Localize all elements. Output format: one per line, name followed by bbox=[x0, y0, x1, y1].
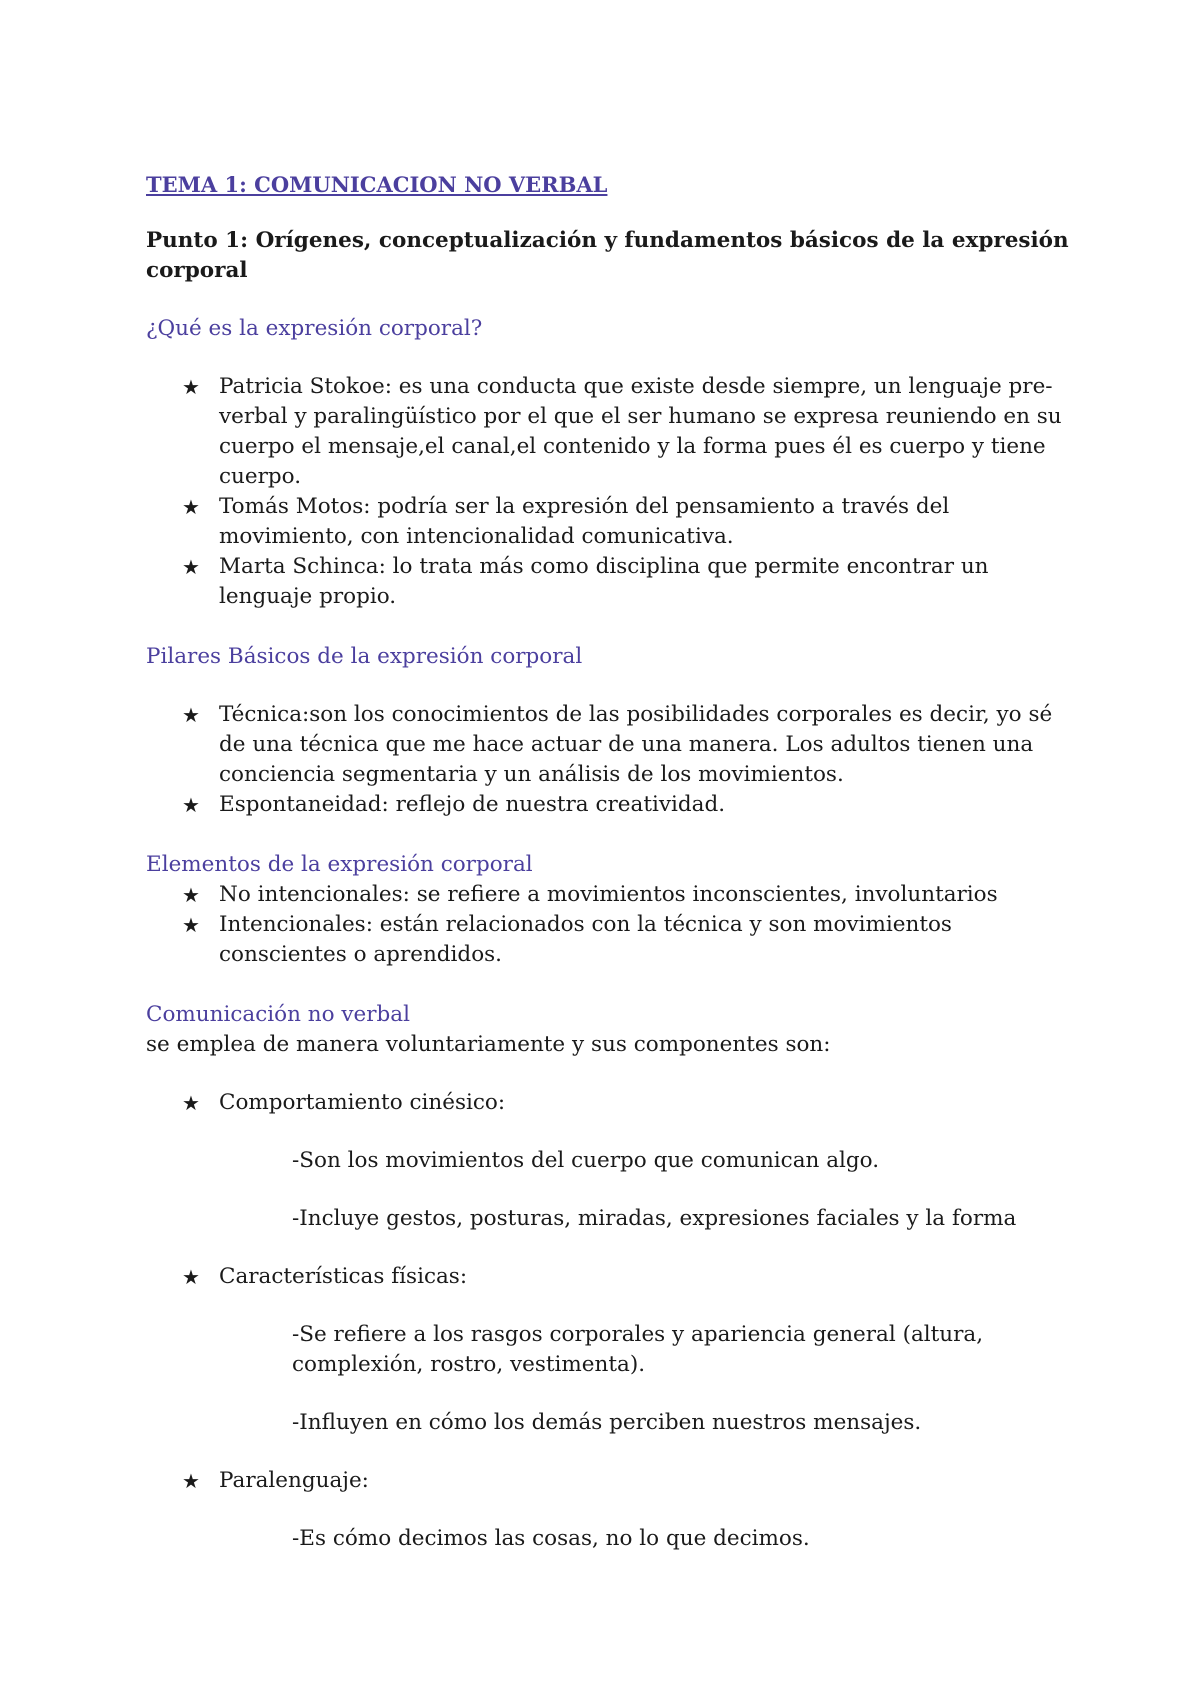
list-componentes-2 bbox=[146, 1262, 1076, 1292]
heading-elementos: Elementos de la expresión corporal bbox=[146, 852, 533, 877]
document-title: TEMA 1: COMUNICACION NO VERBAL bbox=[146, 172, 608, 197]
list-item: ★ Tomás Motos: podría ser la expresión del pensamiento a través del movimiento, con intencionalidad comunicativa. bbox=[182, 494, 950, 549]
star-icon: ★ bbox=[182, 1469, 200, 1493]
cinesico-line-2: -Incluye gestos, posturas, miradas, expresiones faciales y la forma bbox=[292, 1206, 1017, 1231]
list-item: ★ Técnica:son los conocimientos de las posibilidades corporales es decir, yo sé de una técnica que me hace actuar de una manera. Los adultos tienen una conciencia segmentaria y un análisis de los movimientos. bbox=[182, 702, 1053, 787]
list-item: ★ Características físicas: bbox=[146, 1262, 1076, 1292]
star-icon: ★ bbox=[182, 883, 200, 907]
cinesico-line-1: -Son los movimientos del cuerpo que comunican algo. bbox=[292, 1148, 880, 1173]
document-page bbox=[146, 170, 1076, 1554]
list-item: ★ Espontaneidad: reflejo de nuestra creatividad. bbox=[146, 790, 1076, 820]
comunicacion-intro: se emplea de manera voluntariamente y sus componentes son: bbox=[146, 1032, 831, 1057]
list-item: ★ Marta Schinca: lo trata más como disciplina que permite encontrar un lenguaje propio. bbox=[182, 554, 989, 609]
heading-comunicacion: Comunicación no verbal bbox=[146, 1002, 410, 1027]
section-punto: Punto 1: Orígenes, conceptualización y fundamentos básicos de la expresión corporal bbox=[146, 228, 1069, 283]
list-item: ★ Patricia Stokoe: es una conducta que existe desde siempre, un lenguaje pre-verbal y paralingüístico por el que el ser humano se expresa reuniendo en su cuerpo el mensaje,el canal,el contenido y la forma pues él es cuerpo y tiene cuerpo. bbox=[182, 374, 1062, 489]
heading-que-es: ¿Qué es la expresión corporal? bbox=[146, 316, 483, 341]
list-componentes-1 bbox=[146, 1088, 1076, 1118]
list-item: ★ Intencionales: están relacionados con la técnica y son movimientos conscientes o aprendidos. bbox=[182, 912, 952, 967]
paralenguaje-line-1: -Es cómo decimos las cosas, no lo que decimos. bbox=[292, 1526, 810, 1551]
list-componentes-3 bbox=[146, 1466, 1076, 1496]
star-icon: ★ bbox=[182, 495, 200, 519]
list-que-es bbox=[146, 372, 1076, 612]
star-icon: ★ bbox=[182, 555, 200, 579]
list-item: ★ No intencionales: se refiere a movimientos inconscientes, involuntarios bbox=[146, 880, 1076, 910]
fisicas-line-1: -Se refiere a los rasgos corporales y apariencia general (altura, complexión, rostro, vestimenta). bbox=[292, 1322, 984, 1377]
star-icon: ★ bbox=[182, 703, 200, 727]
list-elementos bbox=[146, 880, 1076, 970]
heading-pilares: Pilares Básicos de la expresión corporal bbox=[146, 644, 583, 669]
star-icon: ★ bbox=[182, 1265, 200, 1289]
star-icon: ★ bbox=[182, 793, 200, 817]
list-item: ★ Comportamiento cinésico: bbox=[146, 1088, 1076, 1118]
star-icon: ★ bbox=[182, 913, 200, 937]
star-icon: ★ bbox=[182, 1091, 200, 1115]
fisicas-line-2: -Influyen en cómo los demás perciben nuestros mensajes. bbox=[292, 1410, 922, 1435]
list-pilares bbox=[146, 700, 1076, 820]
star-icon: ★ bbox=[182, 375, 200, 399]
list-item: ★ Paralenguaje: bbox=[146, 1466, 1076, 1496]
